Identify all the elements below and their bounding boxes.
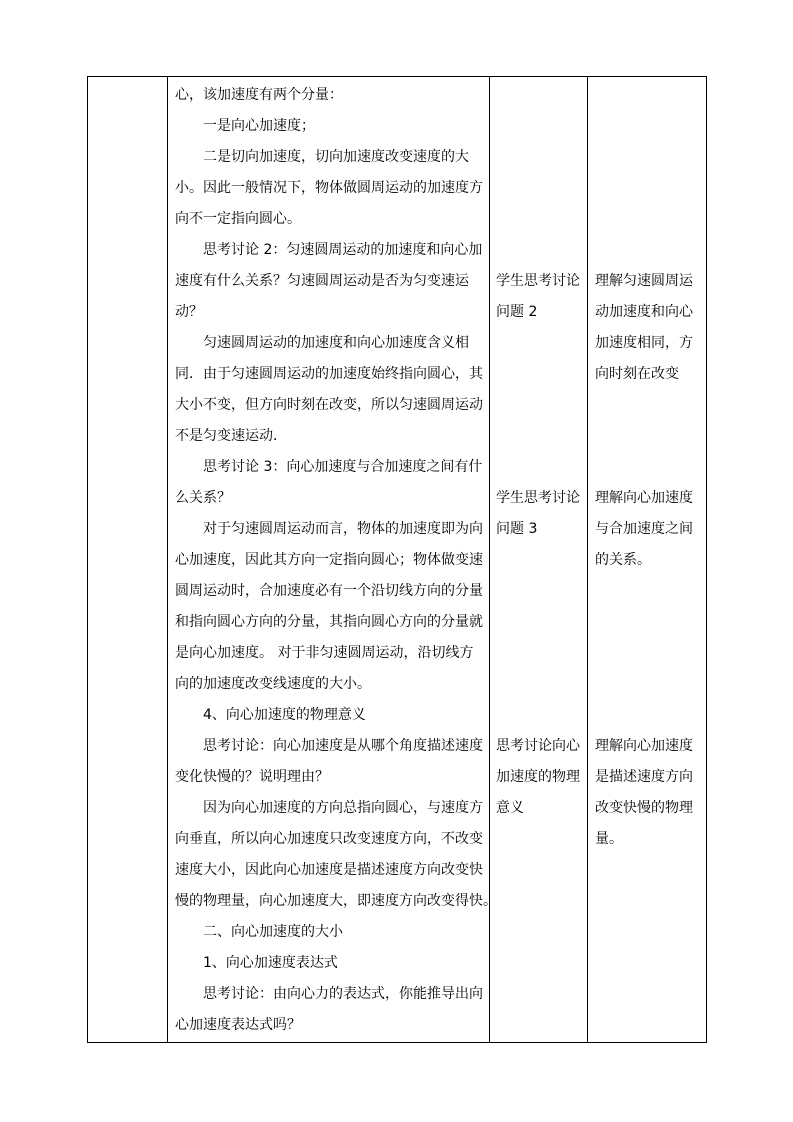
activity-line: 加速度的物理 xyxy=(496,769,580,785)
content-line: 心，该加速度有两个分量： xyxy=(175,87,343,103)
content-line: 1、向心加速度表达式 xyxy=(203,955,338,971)
lesson-plan-table xyxy=(87,76,707,1043)
intent-line: 理解匀速圆周运 xyxy=(595,273,693,289)
content-line: 变化快慢的？说明理由？ xyxy=(175,769,329,785)
activity-line: 学生思考讨论 xyxy=(496,490,580,506)
content-line: 是向心加速度。 对于非匀速圆周运动，沿切线方 xyxy=(175,645,474,661)
content-line: 圆周运动时，合加速度必有一个沿切线方向的分量 xyxy=(175,583,483,599)
intent-line: 的关系。 xyxy=(595,552,651,568)
intent-line: 是描述速度方向 xyxy=(595,769,693,785)
content-line: 匀速圆周运动的加速度和向心加速度含义相 xyxy=(203,335,469,351)
content-line: 思考讨论 3：向心加速度与合加速度之间有什 xyxy=(203,459,483,475)
intent-line: 动加速度和向心 xyxy=(595,304,693,320)
content-line: 思考讨论：向心加速度是从哪个角度描述速度 xyxy=(203,738,483,754)
content-line: 小。因此一般情况下，物体做圆周运动的加速度方 xyxy=(175,180,483,196)
content-line: 思考讨论：由向心力的表达式，你能推导出向 xyxy=(203,986,483,1002)
intent-line: 理解向心加速度 xyxy=(595,738,693,754)
activity-line: 意义 xyxy=(496,800,524,816)
content-line: 向不一定指向圆心。 xyxy=(175,211,301,227)
content-line: 4、向心加速度的物理意义 xyxy=(203,707,366,723)
content-line: 动？ xyxy=(175,304,203,320)
intent-line: 向时刻在改变 xyxy=(595,366,679,382)
content-line: 么关系？ xyxy=(175,490,231,506)
activity-line: 学生思考讨论 xyxy=(496,273,580,289)
content-line: 对于匀速圆周运动而言，物体的加速度即为向 xyxy=(203,521,483,537)
content-line: 心加速度，因此其方向一定指向圆心；物体做变速 xyxy=(175,552,483,568)
content-line: 向垂直，所以向心加速度只改变速度方向，不改变 xyxy=(175,831,483,847)
content-line: 思考讨论 2：匀速圆周运动的加速度和向心加 xyxy=(203,242,483,258)
content-line: 不是匀变速运动． xyxy=(175,428,287,444)
content-line: 向的加速度改变线速度的大小。 xyxy=(175,676,371,692)
intent-line: 理解向心加速度 xyxy=(595,490,693,506)
activity-line: 问题 3 xyxy=(496,521,538,537)
intent-line: 加速度相同，方 xyxy=(595,335,693,351)
intent-line: 与合加速度之间 xyxy=(595,521,693,537)
content-line: 和指向圆心方向的分量，其指向圆心方向的分量就 xyxy=(175,614,483,630)
content-line: 二、向心加速度的大小 xyxy=(203,924,343,940)
intent-line: 量。 xyxy=(595,831,623,847)
content-line: 速度大小，因此向心加速度是描述速度方向改变快 xyxy=(175,862,483,878)
column-divider xyxy=(167,77,168,1042)
content-line: 速度有什么关系？匀速圆周运动是否为匀变速运 xyxy=(175,273,469,289)
content-line: 因为向心加速度的方向总指向圆心，与速度方 xyxy=(203,800,483,816)
content-line: 慢的物理量，向心加速度大，即速度方向改变得快。 xyxy=(175,893,497,909)
column-divider xyxy=(587,77,588,1042)
content-line: 心加速度表达式吗？ xyxy=(175,1017,301,1033)
content-line: 二是切向加速度，切向加速度改变速度的大 xyxy=(203,149,469,165)
activity-line: 问题 2 xyxy=(496,304,538,320)
content-line: 大小不变，但方向时刻在改变，所以匀速圆周运动 xyxy=(175,397,483,413)
activity-line: 思考讨论向心 xyxy=(496,738,580,754)
intent-line: 改变快慢的物理 xyxy=(595,800,693,816)
content-line: 一是向心加速度； xyxy=(203,118,315,134)
content-line: 同．由于匀速圆周运动的加速度始终指向圆心，其 xyxy=(175,366,483,382)
